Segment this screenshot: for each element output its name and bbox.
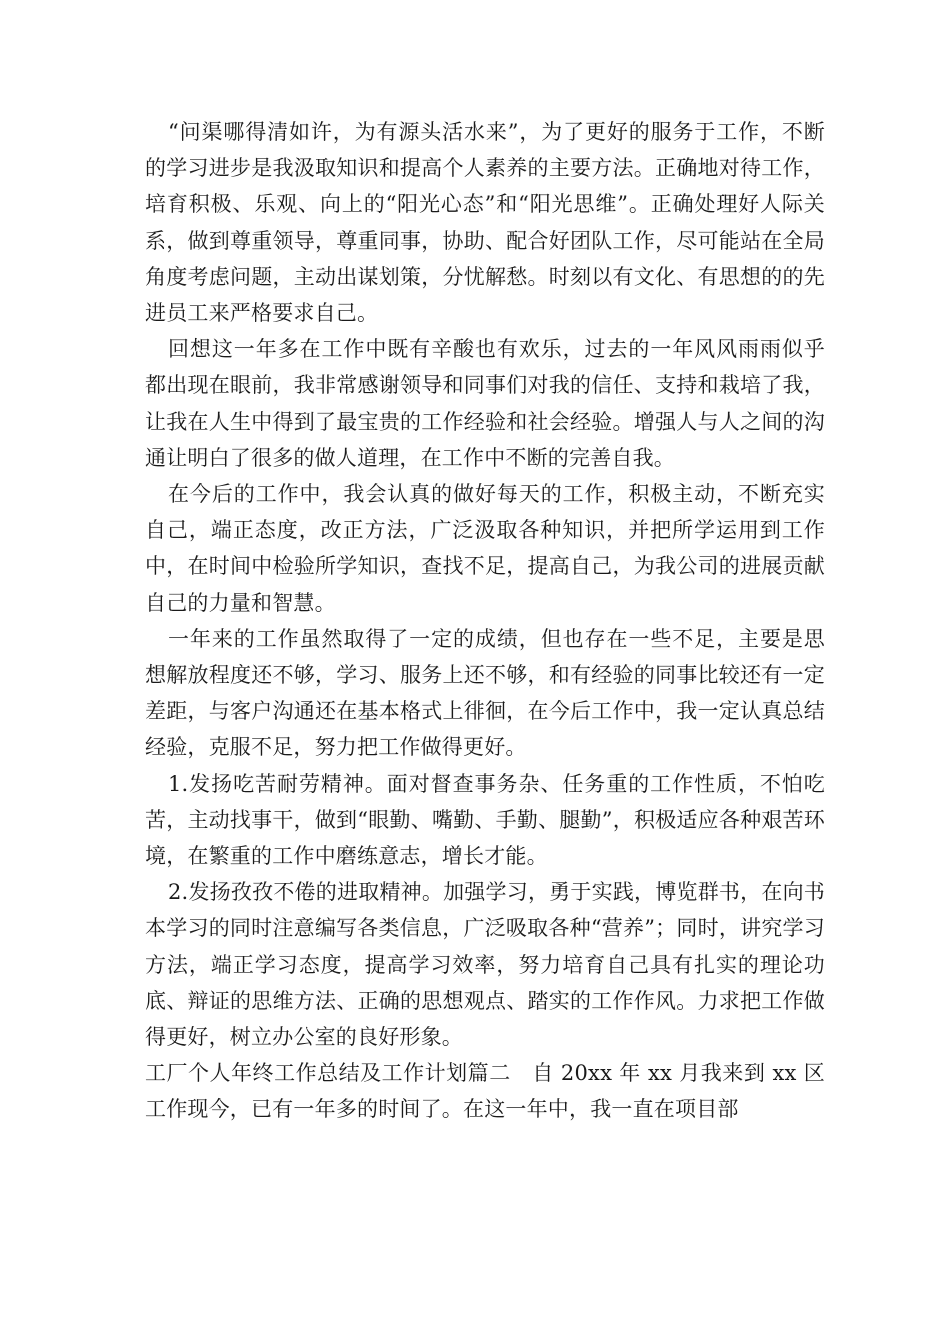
paragraph-learning: “问渠哪得清如许，为有源头活水来”，为了更好的服务于工作，不断的学习进步是我汲取知识和提高个人素养的主要方法。正确地对待工作，培育积极、乐观、向上的“阳光心态”和“阳光思维”。正确处理好人际关系，做到尊重领导，尊重同事，协助、配合好团队工作，尽可能站在全局角度考虑问题，主动出谋划策，分忧解愁。时刻以有文化、有思想的的先进员工来严格要求自己。 — [145, 120, 825, 326]
paragraph-section-two: 工厂个人年终工作总结及工作计划篇二 自 20xx 年 xx 月我来到 xx 区工作现今，已有一年多的时间了。在这一年中，我一直在项目部 — [145, 1061, 825, 1122]
document-body — [145, 114, 825, 1128]
paragraph-point-2: 2.发扬孜孜不倦的进取精神。加强学习，勇于实践，博览群书，在向书本学习的同时注意编写各类信息，广泛吸取各种“营养”；同时，讲究学习方法，端正学习态度，提高学习效率，努力培育自己具有扎实的理论功底、辩证的思维方法、正确的思想观点、踏实的工作作风。力求把工作做得更好，树立办公室的良好形象。 — [145, 880, 825, 1050]
paragraph-point-1: 1.发扬吃苦耐劳精神。面对督查事务杂、任务重的工作性质，不怕吃苦，主动找事干，做到“眼勤、嘴勤、手勤、腿勤”，积极适应各种艰苦环境，在繁重的工作中磨练意志，增长才能。 — [145, 771, 825, 869]
paragraph-future-work: 在今后的工作中，我会认真的做好每天的工作，积极主动，不断充实自己，端正态度，改正方法，广泛汲取各种知识，并把所学运用到工作中，在时间中检验所学知识，查找不足，提高自己，为我公司的进展贡献自己的力量和智慧。 — [145, 482, 825, 615]
paragraph-reflection: 回想这一年多在工作中既有辛酸也有欢乐，过去的一年风风雨雨似乎都出现在眼前，我非常感谢领导和同事们对我的信任、支持和栽培了我，让我在人生中得到了最宝贵的工作经验和社会经验。增强人与人之间的沟通让明白了很多的做人道理，在工作中不断的完善自我。 — [145, 337, 825, 470]
paragraph-shortcomings: 一年来的工作虽然取得了一定的成绩，但也存在一些不足，主要是思想解放程度还不够，学习、服务上还不够，和有经验的同事比较还有一定差距，与客户沟通还在基本格式上徘徊，在今后工作中，我一定认真总结经验，克服不足，努力把工作做得更好。 — [145, 626, 825, 760]
